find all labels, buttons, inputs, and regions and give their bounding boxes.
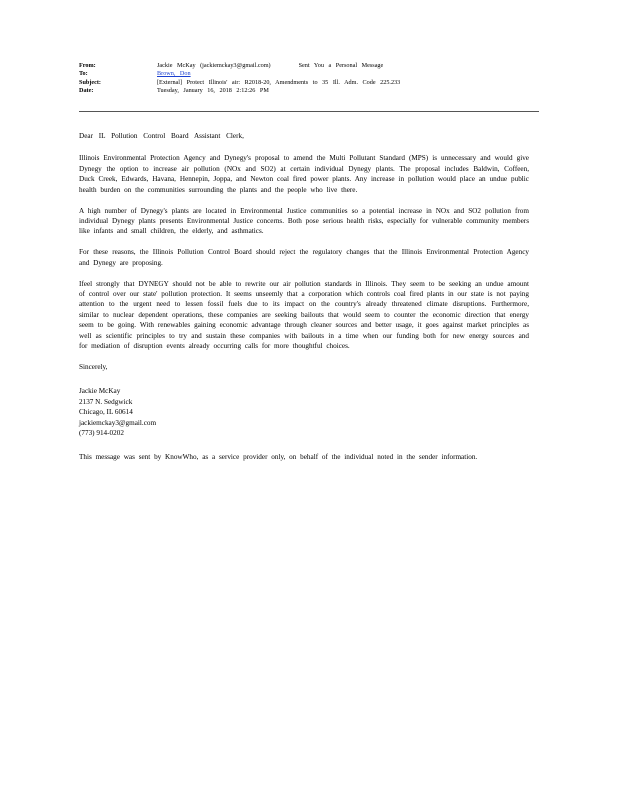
closing: Sincerely, — [79, 362, 108, 371]
paragraph-1: Illinois Environmental Protection Agency and Dynegy's proposal to amend the Multi Pollutant Standard (MPS) is unnecessary and would give Dynegy the option to increase air pollution (NOx and SO2) at certain individual Dynegy plants. The proposal includes Baldwin, Coffeen, Duck Creek, Edwards, Havana, Hennepin, Joppa, and Newton coal fired power plants. Any increase in pollution would place an undue public health burden on the communities surrounding the plants and the people who live there. — [79, 154, 529, 194]
date-value: Tuesday, January 16, 2018 2:12:26 PM — [157, 86, 269, 94]
paragraph-3: For these reasons, the Illinois Pollution Control Board should reject the regulatory changes that the Illinois Environmental Protection Agency and Dynegy are proposing. — [79, 248, 529, 267]
date-label: Date: — [79, 86, 94, 94]
date-row — [79, 87, 539, 95]
from-label: From: — [79, 62, 96, 69]
signature-street: 2137 N. Sedgwick — [79, 397, 133, 406]
from-field — [157, 62, 539, 70]
from-row — [79, 62, 539, 70]
subject-row — [79, 79, 539, 87]
subject-label: Subject: — [79, 78, 101, 86]
email-header — [79, 62, 539, 95]
signature-phone: (773) 914-0202 — [79, 428, 124, 437]
footer-note: This message was sent by KnowWho, as a service provider only, on behalf of the individual noted in the sender information. — [79, 453, 478, 462]
signature-name: Jackie McKay — [79, 387, 121, 396]
paragraph-4: Ifeel strongly that DYNEGY should not be able to rewrite our air pollution standards in Illinois. They seem to be seeking an undue amount of control over our state' pollution protection. It seems unseemly that a corporation which controls coal fired plants in our state is not paying attention to the urgent need to lessen fossil fuels due to its impact on the country's already threatened climate disruptions. Furthermore, similar to nuclear dependent operations, these companies are seeking bailouts that would seem to counter the economic direction that energy seem to be going. With renewables gaining economic advantage through cleaner sources and better usage, it goes against market principles as well as scientific principles to try and sustain these companies with bailouts in a time when our funding both for new energy sources and for mediation of disruption events already occurring calls for more thoughtful choices. — [79, 279, 529, 350]
to-field — [157, 70, 539, 78]
letter-body — [79, 131, 529, 473]
signature-email: jackiemckay3@gmail.com — [79, 418, 157, 427]
from-value: Jackie McKay (jackiemckay3@gmail.com) — [157, 62, 271, 69]
to-label: To: — [79, 70, 88, 78]
to-recipient-link[interactable]: Brown, Don — [157, 70, 191, 78]
signature-block — [79, 386, 529, 438]
paragraph-2: A high number of Dynegy's plants are located in Environmental Justice communities so a potential increase in NOx and SO2 pollution from individual Dynegy plants presents Environmental Justice concerns. Both pose serious health risks, especially for vulnerable community members like infants and small children, the elderly, and asthmatics. — [79, 206, 529, 236]
greeting: Dear IL Pollution Control Board Assistant Clerk, — [79, 132, 244, 140]
signature-city: Chicago, IL 60614 — [79, 408, 133, 417]
subject-value: [External] Protect Illinois' air: R2018-20, Amendments to 35 Ill. Adm. Code 225.233 — [157, 78, 401, 86]
to-row — [79, 70, 539, 78]
header-divider — [79, 111, 539, 112]
from-sent-note: Sent You a Personal Message — [298, 62, 384, 69]
